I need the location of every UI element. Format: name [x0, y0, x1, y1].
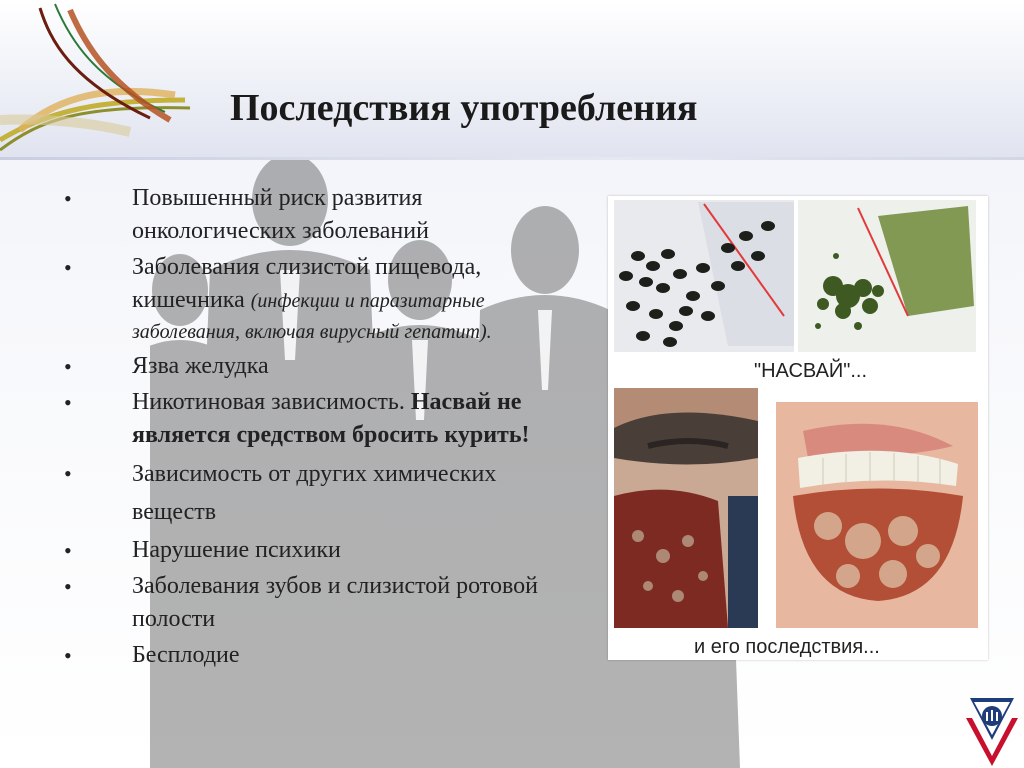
bullet-list: [60, 182, 620, 675]
pellets-photo: [614, 200, 794, 352]
chin-lesion-photo: [614, 388, 758, 628]
caption-consequences: и его последствия...: [694, 636, 880, 658]
bullet-glyph: •: [64, 461, 72, 486]
bullet-item-teeth-diseases: • Заболевания зубов и слизистой ротовой полости: [60, 570, 620, 636]
bullet-glyph: •: [64, 574, 72, 599]
bullet-glyph: •: [64, 538, 72, 563]
photo-collage: [608, 196, 988, 660]
bullet-glyph: •: [64, 643, 72, 668]
photo-collage-graphic: [608, 196, 988, 660]
bullet-item-stomach-ulcer: • Язва желудка: [60, 350, 620, 383]
bullet-item-infertility: • Бесплодие: [60, 639, 620, 672]
lip-lesion-photo: [776, 402, 978, 628]
bullet-item-esophagus-diseases: • Заболевания слизистой пищевода, кишечника (инфекции и паразитарные заболевания, включая вирусный гепатит).: [60, 251, 620, 347]
bullet-glyph: •: [64, 255, 72, 280]
caption-nasvay: "НАСВАЙ"...: [754, 360, 868, 382]
bullet-glyph: •: [64, 354, 72, 379]
bullet-item-cancer-risk: • Повышенный риск развития онкологических заболеваний: [60, 182, 620, 248]
powder-photo: [798, 200, 976, 352]
bullet-item-chemical-dependence: • Зависимость от других химических веществ: [60, 455, 620, 531]
bullet-item-nicotine-addiction: • Никотиновая зависимость. Насвай не является средством бросить курить!: [60, 386, 620, 452]
university-logo: [960, 688, 1024, 768]
bullet-glyph: •: [64, 390, 72, 415]
bullet-item-mental-disorder: • Нарушение психики: [60, 534, 620, 567]
slide-title: Последствия употребления: [230, 87, 698, 129]
decorative-swoosh: [0, 0, 200, 160]
bullet-glyph: •: [64, 186, 72, 211]
